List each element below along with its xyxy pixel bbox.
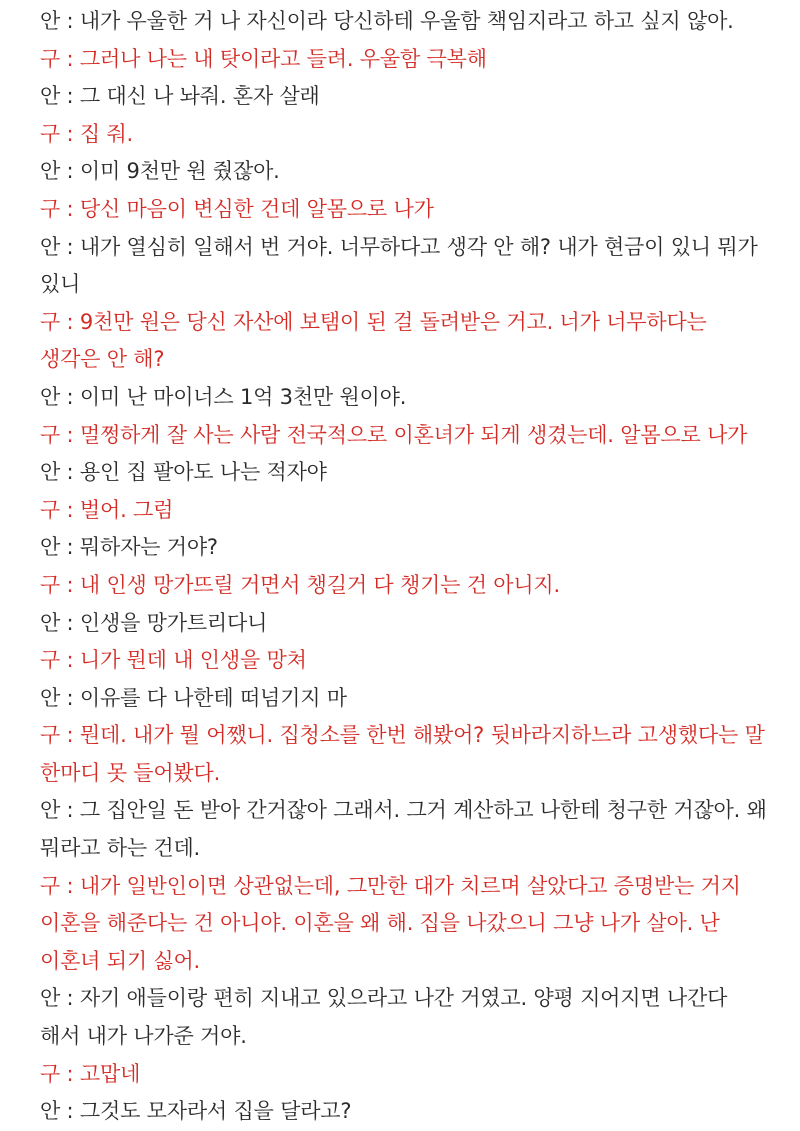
dialogue-line-ahn: 안 : 뭐하자는 거야? bbox=[40, 535, 218, 560]
dialogue-line-ahn: 안 : 그 대신 나 놔줘. 혼자 살래 bbox=[40, 84, 320, 109]
dialogue-line-ahn: 안 : 인생을 망가트리다니 bbox=[40, 610, 268, 635]
dialogue-transcript bbox=[40, 0, 770, 1131]
dialogue-line-ku: 구 : 내가 일반인이면 상관없는데, 그만한 대가 치르며 살았다고 증명받는 거지 이혼을 해준다는 건 아니야. 이혼을 왜 해. 집을 나갔으니 그냥 나가 살아. 난 이혼녀 되기 싫어. bbox=[40, 873, 741, 973]
dialogue-line-ku: 구 : 당신 마음이 변심한 건데 알몸으로 나가 bbox=[40, 196, 434, 221]
dialogue-line-ku: 구 : 내 인생 망가뜨릴 거면서 챙길거 다 챙기는 건 아니지. bbox=[40, 572, 560, 597]
dialogue-line-ku: 구 : 벌어. 그럼 bbox=[40, 497, 174, 522]
dialogue-line-ahn: 안 : 이미 난 마이너스 1억 3천만 원이야. bbox=[40, 384, 407, 409]
dialogue-line-ku: 구 : 뭔데. 내가 뭘 어쨌니. 집청소를 한번 해봤어? 뒷바라지하느라 고생했다는 말 한마디 못 들어봤다. bbox=[40, 723, 765, 785]
dialogue-line-ku: 구 : 9천만 원은 당신 자산에 보탬이 된 걸 돌려받은 거고. 너가 너무하다는 생각은 안 해? bbox=[40, 309, 707, 372]
dialogue-line-ku: 구 : 멀쩡하게 잘 사는 사람 전국적으로 이혼녀가 되게 생겼는데. 알몸으로 나가 bbox=[40, 422, 748, 447]
dialogue-line-ku: 구 : 집 줘. bbox=[40, 121, 134, 146]
dialogue-line-ahn: 안 : 내가 열심히 일해서 번 거야. 너무하다고 생각 안 해? 내가 현금이 있니 뭐가 있니 bbox=[40, 234, 758, 297]
dialogue-line-ahn: 안 : 용인 집 팔아도 나는 적자야 bbox=[40, 460, 327, 485]
dialogue-line-ku: 구 : 그러나 나는 내 탓이라고 들려. 우울함 극복해 bbox=[40, 46, 487, 71]
dialogue-line-ahn: 안 : 자기 애들이랑 편히 지내고 있으라고 나간 거였고. 양평 지어지면 나간다 해서 내가 나가준 거야. bbox=[40, 986, 728, 1049]
dialogue-line-ahn: 안 : 이미 9천만 원 줬잖아. bbox=[40, 159, 280, 184]
dialogue-line-ahn: 안 : 이유를 다 나한테 떠넘기지 마 bbox=[40, 685, 347, 710]
dialogue-line-ku: 구 : 니가 뭔데 내 인생을 망쳐 bbox=[40, 648, 307, 673]
dialogue-line-ahn: 안 : 내가 우울한 거 나 자신이라 당신하테 우울함 책임지라고 하고 싶지 않아. bbox=[40, 9, 734, 33]
dialogue-line-ahn: 안 : 그것도 모자라서 집을 달라고? bbox=[40, 1099, 352, 1124]
dialogue-line-ku: 구 : 고맙네 bbox=[40, 1061, 141, 1086]
dialogue-line-ahn: 안 : 그 집안일 돈 받아 간거잖아 그래서. 그거 계산하고 나한테 청구한 거잖아. 왜 뭐라고 하는 건데. bbox=[40, 798, 767, 861]
